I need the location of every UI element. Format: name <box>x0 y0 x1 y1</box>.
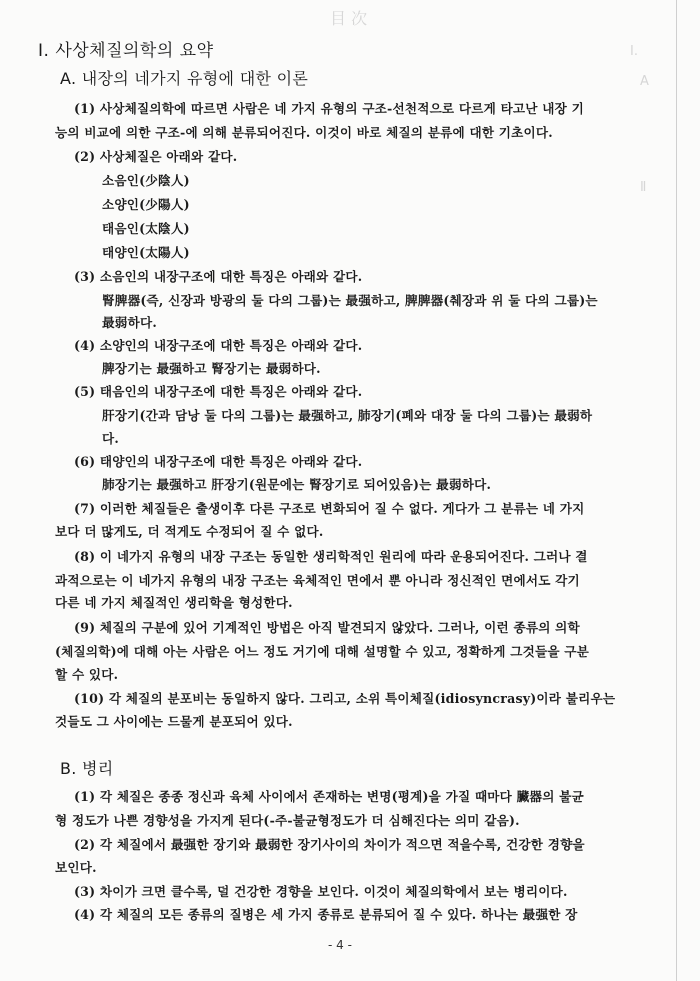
text-line: (7) 이러한 체질들은 출생이후 다른 구조로 변화되어 질 수 없다. 게다가 그 분류는 네 가지 <box>74 501 585 516</box>
text-line: 肝장기(간과 담낭 둘 다의 그룹)는 最强하고, 肺장기(폐와 대장 둘 다의 그룹)는 最弱하 <box>102 408 593 423</box>
bleed-through-mark: 目 次 <box>330 9 368 28</box>
text-line: (1) 사상체질의학에 따르면 사람은 네 가지 유형의 구조-선천적으로 다르게 타고난 내장 기 <box>74 101 584 116</box>
text-line: 보인다. <box>55 860 97 875</box>
text-line: (5) 태음인의 내장구조에 대한 특징은 아래와 같다. <box>74 384 363 399</box>
text-line: 腎脾器(즉, 신장과 방광의 둘 다의 그룹)는 最强하고, 脾脾器(췌장과 위 둘 다의 그룹)는 <box>102 293 598 308</box>
constitution-list-item: 태음인(太陰人) <box>102 221 190 236</box>
page-number: - 4 - <box>328 938 352 952</box>
text-line: (3) 소음인의 내장구조에 대한 특징은 아래와 같다. <box>74 269 363 284</box>
bleed-through-mark: A <box>640 74 649 89</box>
page-edge-line <box>676 0 677 981</box>
text-line: 능의 비교에 의한 구조-에 의해 분류되어진다. 이것이 바로 체질의 분류에 대한 기초이다. <box>55 125 553 140</box>
text-line: (1) 각 체질은 종종 정신과 육체 사이에서 존재하는 변명(평계)을 가질 때마다 臟器의 불균 <box>74 789 584 804</box>
text-line: 할 수 있다. <box>55 667 119 682</box>
text-line: (4) 소양인의 내장구조에 대한 특징은 아래와 같다. <box>74 338 363 353</box>
text-line: (2) 각 체질에서 最强한 장기와 最弱한 장기사이의 차이가 적으면 적을수록, 건강한 경향을 <box>74 837 585 852</box>
text-line: (4) 각 체질의 모든 종류의 질병은 세 가지 종류로 분류되어 질 수 있다. 하나는 最强한 장 <box>74 907 578 922</box>
bleed-through-mark: Ⅰ. <box>630 44 638 59</box>
text-line: (2) 사상체질은 아래와 같다. <box>74 149 238 164</box>
text-line: 형 정도가 나쁜 경향성을 가지게 된다(-주-불균형정도가 더 심해진다는 의미 같음). <box>55 813 520 828</box>
text-line: (10) 각 체질의 분포비는 동일하지 않다. 그리고, 소위 특이체질(idiosyncrasy)이라 불리우는 <box>74 691 616 706</box>
constitution-list-item: 태양인(太陽人) <box>102 245 190 260</box>
text-line: 과적으로는 이 네가지 유형의 내장 구조는 육체적인 면에서 뿐 아니라 정신적인 면에서도 각기 <box>55 573 580 588</box>
text-line: (9) 체질의 구분에 있어 기계적인 방법은 아직 발견되지 않았다. 그러나, 이런 종류의 의학 <box>74 620 580 635</box>
constitution-list-item: 소양인(少陽人) <box>102 197 190 212</box>
text-line: 다. <box>102 431 119 446</box>
section-title: Ⅰ. 사상체질의학의 요약 <box>38 41 214 61</box>
text-line: (8) 이 네가지 유형의 내장 구조는 동일한 생리학적인 원리에 따라 운용되어진다. 그러나 결 <box>74 549 588 564</box>
text-line: 다른 네 가지 체질적인 생리학을 형성한다. <box>55 595 293 610</box>
text-line: 肺장기는 最强하고 肝장기(원문에는 腎장기로 되어있음)는 最弱하다. <box>102 477 492 492</box>
text-line: 것들도 그 사이에는 드물게 분포되어 있다. <box>55 714 293 729</box>
text-line: 보다 더 많게도, 더 적게도 수정되어 질 수 없다. <box>55 524 324 539</box>
text-line: (3) 차이가 크면 클수록, 덜 건강한 경향을 보인다. 이것이 체질의학에서 보는 병리이다. <box>74 884 568 899</box>
bleed-through-mark: Ⅱ <box>640 180 647 195</box>
text-line: (6) 태양인의 내장구조에 대한 특징은 아래와 같다. <box>74 454 363 469</box>
text-line: (체질의학)에 대해 아는 사람은 어느 정도 거기에 대해 설명할 수 있고, 정확하게 그것들을 구분 <box>55 644 590 659</box>
constitution-list-item: 소음인(少陰人) <box>102 173 190 188</box>
subsection-b-heading: B. 병리 <box>60 759 114 778</box>
text-line: 最弱하다. <box>102 315 157 330</box>
subsection-a-heading: A. 내장의 네가지 유형에 대한 이론 <box>60 69 309 88</box>
text-line: 脾장기는 最强하고 腎장기는 最弱하다. <box>102 361 321 376</box>
